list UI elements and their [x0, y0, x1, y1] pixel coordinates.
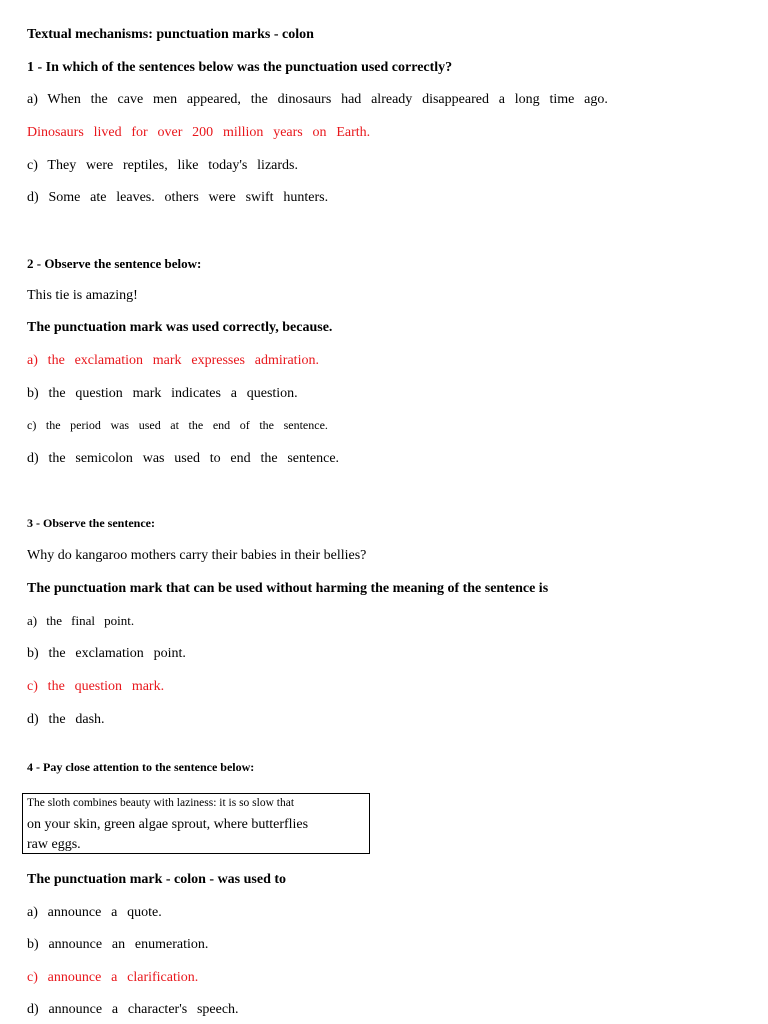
- q2-option-c: c) the period was used at the end of the sentence.: [27, 418, 328, 432]
- page-title: Textual mechanisms: punctuation marks - colon: [27, 27, 314, 42]
- q3-sentence: Why do kangaroo mothers carry their babies in their bellies?: [27, 548, 367, 563]
- question-3-heading: 3 - Observe the sentence:: [27, 516, 155, 530]
- q4-option-d: d) announce a character's speech.: [27, 1002, 239, 1017]
- q3-prompt: The punctuation mark that can be used without harming the meaning of the sentence is: [27, 581, 549, 596]
- q3-option-c-correct: c) the question mark.: [27, 679, 165, 694]
- q4-prompt: The punctuation mark - colon - was used to: [27, 872, 287, 887]
- q1-option-d: d) Some ate leaves. others were swift hunters.: [27, 190, 329, 205]
- q3-option-a: a) the final point.: [27, 613, 135, 628]
- q2-option-a-correct: a) the exclamation mark expresses admiration.: [27, 353, 319, 368]
- q2-option-b: b) the question mark indicates a question.: [27, 386, 298, 401]
- q3-option-d: d) the dash.: [27, 712, 105, 727]
- q4-option-c-correct: c) announce a clarification.: [27, 970, 199, 985]
- q3-option-b: b) the exclamation point.: [27, 646, 186, 661]
- q2-option-d: d) the semicolon was used to end the sentence.: [27, 451, 340, 466]
- q1-option-c: c) They were reptiles, like today's lizards.: [27, 158, 298, 173]
- box-line-3: raw eggs.: [27, 837, 81, 852]
- q4-option-b: b) announce an enumeration.: [27, 937, 209, 952]
- q1-option-b-correct: Dinosaurs lived for over 200 million years on Earth.: [27, 125, 371, 140]
- q2-prompt: The punctuation mark was used correctly, because.: [27, 320, 333, 335]
- box-line-2: on your skin, green algae sprout, where butterflies: [27, 817, 309, 832]
- question-4-heading: 4 - Pay close attention to the sentence below:: [27, 760, 255, 774]
- question-1-heading: 1 - In which of the sentences below was the punctuation used correctly?: [27, 60, 453, 75]
- question-2-heading: 2 - Observe the sentence below:: [27, 256, 202, 271]
- q4-option-a: a) announce a quote.: [27, 905, 162, 920]
- box-line-1: The sloth combines beauty with laziness: it is so slow that: [27, 797, 295, 809]
- q1-option-a: a) When the cave men appeared, the dinosaurs had already disappeared a long time ago.: [27, 92, 608, 107]
- q2-sentence: This tie is amazing!: [27, 288, 138, 303]
- quoted-sentence-box: [22, 793, 370, 854]
